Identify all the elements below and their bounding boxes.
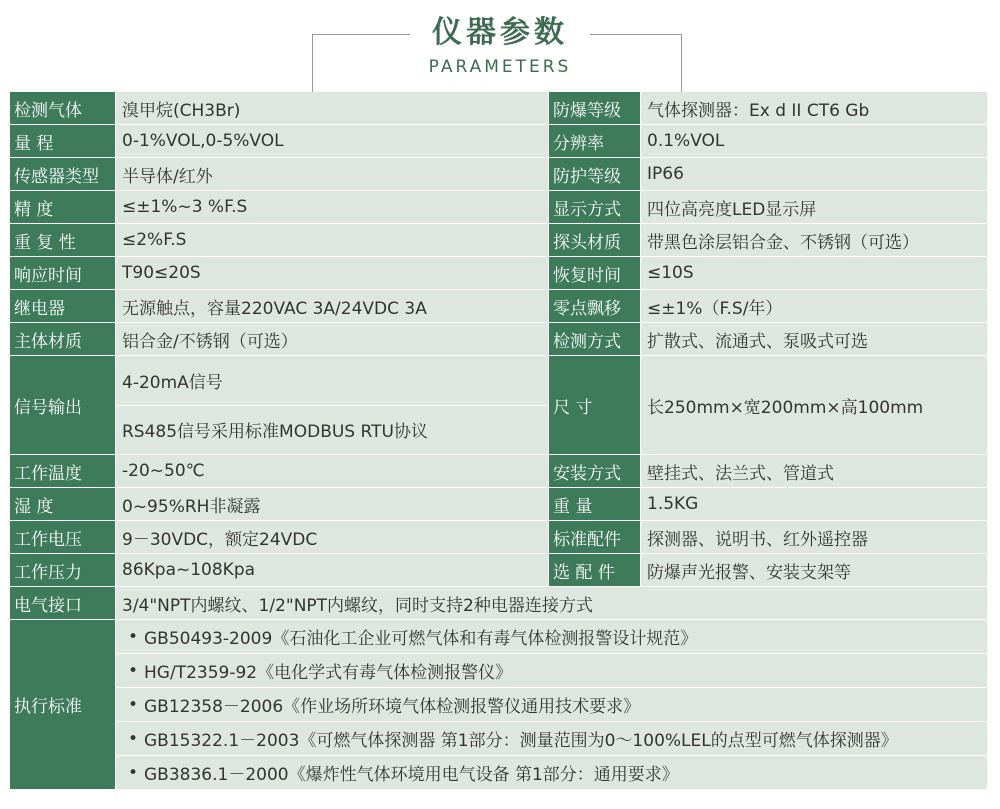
param-value: ≤2%F.S (115, 224, 548, 256)
param-label: 显示方式 (548, 191, 640, 223)
standards-list (115, 620, 987, 789)
param-label: 湿 度 (10, 488, 115, 520)
param-label: 信号输出 (10, 356, 115, 454)
param-label: 响应时间 (10, 257, 115, 289)
param-label: 选 配 件 (548, 554, 640, 586)
standard-text: GB15322.1－2003《可燃气体探测器 第1部分：测量范围为0～100%LEL的点型可燃气体探测器》 (144, 731, 898, 751)
param-value-stack (115, 356, 548, 454)
param-value: RS485信号采用标准MODBUS RTU协议 (122, 422, 428, 443)
param-value: 壁挂式、法兰式、管道式 (640, 455, 987, 487)
param-value: 探测器、说明书、红外遥控器 (640, 521, 987, 553)
parameters-table (10, 92, 987, 790)
param-label: 主体材质 (10, 323, 115, 355)
bullet-icon: • (127, 694, 139, 715)
list-item (116, 756, 987, 789)
param-label: 精 度 (10, 191, 115, 223)
page-title: 仪器参数 (432, 15, 568, 50)
table-row-standards (10, 620, 987, 790)
bullet-icon: • (127, 660, 139, 681)
param-label: 继电器 (10, 290, 115, 322)
param-label: 恢复时间 (548, 257, 640, 289)
param-label: 尺 寸 (548, 356, 640, 454)
param-label: 零点飘移 (548, 290, 640, 322)
param-label: 重 量 (548, 488, 640, 520)
param-label: 电气接口 (10, 587, 115, 619)
table-row (10, 521, 987, 554)
param-label: 重 复 性 (10, 224, 115, 256)
param-value: 铝合金/不锈钢（可选） (115, 323, 548, 355)
param-value: 四位高亮度LED显示屏 (640, 191, 987, 223)
param-label: 安装方式 (548, 455, 640, 487)
list-item (116, 688, 987, 722)
bullet-icon: • (127, 728, 139, 749)
standard-text: HG/T2359-92《电化学式有毒气体检测报警仪》 (144, 663, 513, 683)
table-row-signal (10, 356, 987, 455)
param-value: 带黑色涂层铝合金、不锈钢（可选） (640, 224, 987, 256)
param-value: 溴甲烷(CH3Br) (115, 92, 548, 124)
param-label: 工作电压 (10, 521, 115, 553)
header (0, 0, 1000, 92)
param-value: 0~95%RH非凝露 (115, 488, 548, 520)
param-label: 标准配件 (548, 521, 640, 553)
table-row (10, 323, 987, 356)
param-value: ≤±1%~3 %F.S (115, 191, 548, 223)
param-label: 工作压力 (10, 554, 115, 586)
param-label: 执行标准 (10, 620, 115, 789)
table-row (10, 290, 987, 323)
standard-text: GB50493-2009《石油化工企业可燃气体和有毒气体检测报警设计规范》 (144, 629, 698, 649)
list-item (116, 620, 987, 654)
param-value: ≤10S (640, 257, 987, 289)
param-label: 量 程 (10, 125, 115, 157)
param-value: T90≤20S (115, 257, 548, 289)
table-row (10, 257, 987, 290)
table-row (10, 158, 987, 191)
param-label: 检测方式 (548, 323, 640, 355)
param-value: 气体探测器：Ex d II CT6 Gb (640, 92, 987, 124)
param-value: IP66 (640, 158, 987, 190)
param-value: ≤±1%（F.S/年） (640, 290, 987, 322)
table-row (10, 125, 987, 158)
param-value: 长250mm×宽200mm×高100mm (640, 356, 987, 454)
param-label: 分辨率 (548, 125, 640, 157)
param-value: 9－30VDC，额定24VDC (115, 521, 548, 553)
bullet-icon: • (127, 626, 139, 647)
table-row (10, 554, 987, 587)
bullet-icon: • (127, 762, 139, 783)
page-subtitle: PARAMETERS (428, 57, 572, 77)
param-value: 扩散式、流通式、泵吸式可选 (640, 323, 987, 355)
table-row (10, 92, 987, 125)
param-label: 传感器类型 (10, 158, 115, 190)
param-value: 半导体/红外 (115, 158, 548, 190)
param-value: 1.5KG (640, 488, 987, 520)
param-value: 无源触点，容量220VAC 3A/24VDC 3A (115, 290, 548, 322)
param-value: 防爆声光报警、安装支架等 (640, 554, 987, 586)
standard-text: GB3836.1－2000《爆炸性气体环境用电气设备 第1部分：通用要求》 (144, 765, 679, 785)
table-row (10, 488, 987, 521)
table-row (10, 224, 987, 257)
param-value: 0-1%VOL,0-5%VOL (115, 125, 548, 157)
list-item (116, 722, 987, 756)
table-row-interface (10, 587, 987, 620)
param-value: 4-20mA信号 (116, 356, 548, 406)
param-value: 0.1%VOL (640, 125, 987, 157)
param-value: 3/4"NPT内螺纹、1/2"NPT内螺纹，同时支持2种电器连接方式 (115, 587, 987, 619)
table-row (10, 455, 987, 488)
param-label: 工作温度 (10, 455, 115, 487)
list-item (116, 654, 987, 688)
param-value: -20~50℃ (115, 455, 548, 487)
standard-text: GB12358－2006《作业场所环境气体检测报警仪通用技术要求》 (144, 697, 641, 717)
param-label: 防爆等级 (548, 92, 640, 124)
param-label: 探头材质 (548, 224, 640, 256)
param-label: 检测气体 (10, 92, 115, 124)
title-block (410, 14, 590, 84)
param-label: 防护等级 (548, 158, 640, 190)
param-value: 86Kpa~108Kpa (115, 554, 548, 586)
table-row (10, 191, 987, 224)
